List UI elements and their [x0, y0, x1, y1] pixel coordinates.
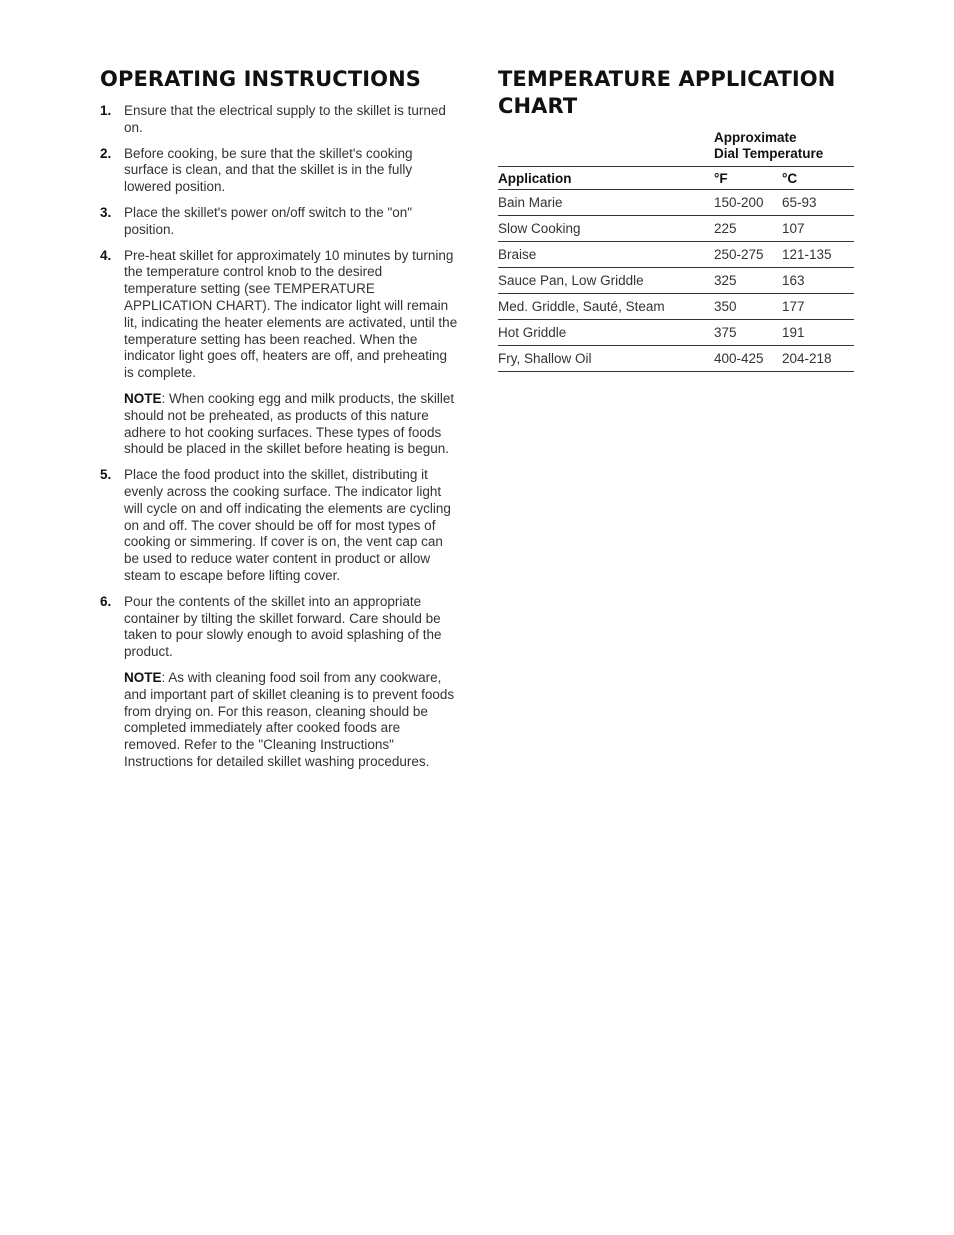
operating-instructions-title: OPERATING INSTRUCTIONS [100, 67, 422, 91]
step-text: Ensure that the electrical supply to the skillet is turned on. [124, 103, 446, 135]
table-row [498, 346, 854, 372]
column-header-application: Application [498, 167, 714, 190]
fahrenheit-cell: 150-200 [714, 190, 782, 216]
application-cell: Fry, Shallow Oil [498, 346, 714, 372]
instruction-step [100, 467, 458, 585]
table-row [498, 294, 854, 320]
celsius-cell: 65-93 [782, 190, 854, 216]
temperature-table [498, 130, 854, 372]
application-cell: Bain Marie [498, 190, 714, 216]
table-row [498, 190, 854, 216]
temperature-chart-section [498, 66, 854, 372]
fahrenheit-cell: 325 [714, 268, 782, 294]
note-label: NOTE [124, 669, 162, 685]
fahrenheit-cell: 250-275 [714, 242, 782, 268]
application-cell: Sauce Pan, Low Griddle [498, 268, 714, 294]
instruction-step [100, 103, 458, 137]
step-number: 6. [100, 593, 112, 609]
operating-instructions-section [100, 66, 458, 780]
celsius-cell: 191 [782, 320, 854, 346]
note-paragraph [100, 391, 458, 458]
group-header [714, 130, 854, 167]
column-header-fahrenheit: °F [714, 167, 782, 190]
step-text: Place the food product into the skillet, distributing it evenly across the cooking surface. The indicator light will cycle on and off indicating the elements are cycling on and off. The cover should be off for most types of cooking or simmering. If cover is on, the vent cap can be used to reduce water content in product or allow steam to escape before lifting cover. [124, 467, 451, 583]
instruction-step [100, 205, 458, 239]
group-header-line2: Dial Temperature [714, 146, 824, 161]
step-number: 5. [100, 467, 112, 483]
note-label: NOTE [124, 390, 162, 406]
instruction-step [100, 248, 458, 382]
step-number: 3. [100, 204, 112, 220]
note-paragraph [100, 670, 458, 771]
column-header-celsius: °C [782, 167, 854, 190]
step-text: Pre-heat skillet for approximately 10 minutes by turning the temperature control knob to the desired temperature setting (see TEMPERATURE APPLICATION CHART). The indicator light will remain lit, indicating the heater elements are activated, until the temperature setting has been reached. When the indicator light goes off, heaters are off, and preheating is complete. [124, 247, 458, 381]
application-cell: Hot Griddle [498, 320, 714, 346]
table-row [498, 242, 854, 268]
celsius-cell: 107 [782, 216, 854, 242]
step-number: 2. [100, 145, 112, 161]
table-row [498, 320, 854, 346]
table-row [498, 268, 854, 294]
column-header-row [498, 167, 854, 190]
group-header-row [498, 130, 854, 167]
fahrenheit-cell: 375 [714, 320, 782, 346]
fahrenheit-cell: 400-425 [714, 346, 782, 372]
celsius-cell: 121-135 [782, 242, 854, 268]
step-number: 4. [100, 247, 112, 263]
celsius-cell: 163 [782, 268, 854, 294]
step-text: Pour the contents of the skillet into an appropriate container by tilting the skillet forward. Care should be taken to pour slowly enough to avoid splashing of the product. [124, 593, 442, 660]
fahrenheit-cell: 225 [714, 216, 782, 242]
step-text: Before cooking, be sure that the skillet's cooking surface is clean, and that the skillet is in the fully lowered position. [124, 145, 413, 195]
application-cell: Braise [498, 242, 714, 268]
note-text: : As with cleaning food soil from any cookware, and important part of skillet cleaning is to prevent foods from drying on. For this reason, cleaning should be completed immediately after cooked foods are removed. Refer to the "Cleaning Instructions" Instructions for detailed skillet washing procedures. [124, 669, 455, 769]
group-header-line1: Approximate [714, 130, 797, 145]
note-text: : When cooking egg and milk products, the skillet should not be preheated, as products of this nature adhere to hot cooking surfaces. These types of foods should be placed in the skillet before heating is begun. [124, 390, 455, 457]
fahrenheit-cell: 350 [714, 294, 782, 320]
application-cell: Med. Griddle, Sauté, Steam [498, 294, 714, 320]
celsius-cell: 177 [782, 294, 854, 320]
application-cell: Slow Cooking [498, 216, 714, 242]
table-row [498, 216, 854, 242]
step-text: Place the skillet's power on/off switch to the "on" position. [124, 204, 413, 237]
instruction-step [100, 594, 458, 661]
instruction-step [100, 146, 458, 196]
temperature-chart-title: TEMPERATURE APPLICATION CHART [498, 67, 836, 118]
step-number: 1. [100, 103, 112, 118]
celsius-cell: 204-218 [782, 346, 854, 372]
